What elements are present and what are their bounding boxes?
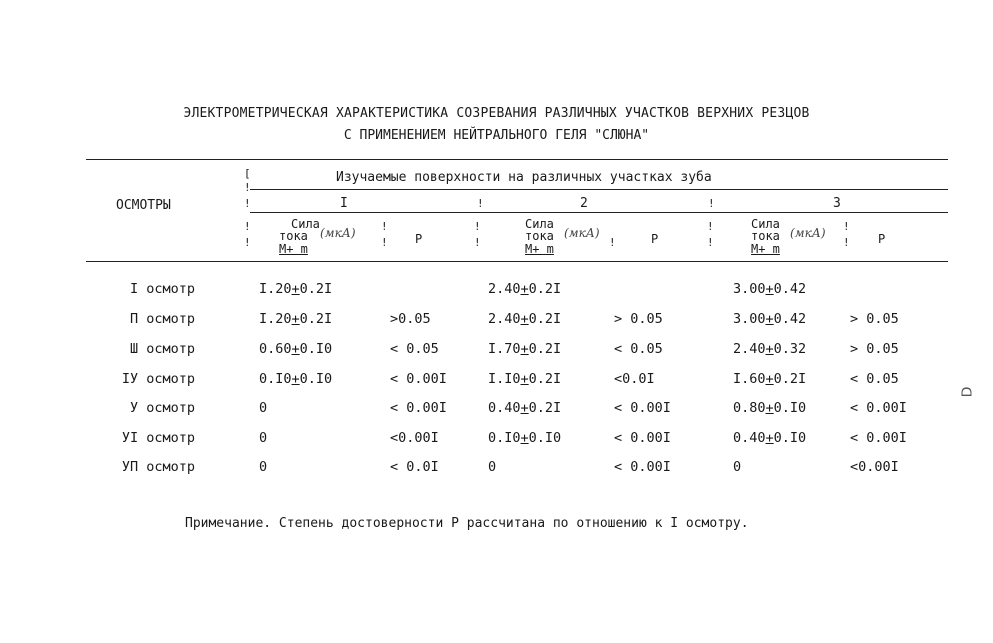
group-header-2: 2 <box>580 196 588 211</box>
subheader-p-3: Р <box>878 232 886 246</box>
p-value-cell: <0.0I <box>614 371 655 387</box>
p-value-cell: < 0.05 <box>614 341 663 357</box>
p-value-cell: <0.00I <box>850 459 899 475</box>
p-value-cell: < 0.00I <box>390 371 447 387</box>
separator-mark: ! <box>843 236 850 249</box>
current-value-cell: I.70+0.2I <box>488 341 562 357</box>
p-value-cell: < 0.00I <box>614 430 671 446</box>
title-line-2: С ПРИМЕНЕНИЕМ НЕЙТРАЛЬНОГО ГЕЛЯ "СЛЮНА" <box>343 128 650 143</box>
p-value-cell: < 0.05 <box>390 341 439 357</box>
p-value-cell: < 0.00I <box>850 400 907 416</box>
table-top-rule <box>86 159 948 160</box>
separator-mark: ! <box>381 220 388 233</box>
current-value-cell: 0.I0+0.I0 <box>259 371 333 387</box>
current-value-cell: 0.40+0.I0 <box>733 430 807 446</box>
group-header-1: I <box>340 196 348 211</box>
p-value-cell: < 0.00I <box>390 400 447 416</box>
current-value-cell: 0 <box>733 459 742 475</box>
separator-mark: ! <box>843 220 850 233</box>
title-line-1: ЭЛЕКТРОМЕТРИЧЕСКАЯ ХАРАКТЕРИСТИКА СОЗРЕВАНИЯ РАЗЛИЧНЫХ УЧАСТКОВ ВЕРХНИХ РЕЗЦОВ <box>183 106 810 121</box>
separator-mark: ! <box>474 236 481 249</box>
p-value-cell: > 0.05 <box>850 341 899 357</box>
separator-mark: ! <box>474 220 481 233</box>
current-value-cell: 3.00+0.42 <box>733 311 807 327</box>
separator-mark: ! <box>477 197 484 210</box>
row-label: IУ осмотр <box>121 371 195 387</box>
p-value-cell: < 0.00I <box>850 430 907 446</box>
row-label: П осмотр <box>129 311 195 327</box>
current-value-cell: 3.00+0.42 <box>733 281 807 297</box>
current-value-cell: I.20+0.2I <box>259 311 333 327</box>
current-value-cell: 0 <box>488 459 497 475</box>
current-value-cell: I.20+0.2I <box>259 281 333 297</box>
row-label: У осмотр <box>129 400 195 416</box>
p-value-cell: > 0.05 <box>614 311 663 327</box>
row-label: Ш осмотр <box>129 341 195 357</box>
row-label: УП осмотр <box>121 459 195 475</box>
current-value-cell: 2.40+0.2I <box>488 281 562 297</box>
current-value-cell: 0.I0+0.I0 <box>488 430 562 446</box>
row-label: УI осмотр <box>121 430 195 446</box>
current-value-cell: I.60+0.2I <box>733 371 807 387</box>
row-header: ОСМОТРЫ <box>116 198 171 213</box>
header-bottom-rule <box>86 261 948 262</box>
separator-mark: ! <box>244 181 251 194</box>
group-rule <box>250 189 948 190</box>
current-value-cell: 0 <box>259 400 268 416</box>
current-value-cell: I.I0+0.2I <box>488 371 562 387</box>
current-value-cell: 0.80+0.I0 <box>733 400 807 416</box>
separator-mark: ! <box>707 236 714 249</box>
current-value-cell: 0.40+0.2I <box>488 400 562 416</box>
subheader-p-2: Р <box>651 232 659 246</box>
current-value-cell: 0 <box>259 430 268 446</box>
p-value-cell: < 0.0I <box>390 459 439 475</box>
current-value-cell: 0 <box>259 459 268 475</box>
p-value-cell: >0.05 <box>390 311 431 327</box>
current-value-cell: 2.40+0.32 <box>733 341 807 357</box>
p-value-cell: < 0.05 <box>850 371 899 387</box>
surfaces-header: Изучаемые поверхности на различных участках зуба <box>336 170 712 185</box>
row-label: I осмотр <box>129 281 195 297</box>
current-value-cell: 0.60+0.I0 <box>259 341 333 357</box>
p-value-cell: <0.00I <box>390 430 439 446</box>
separator-mark: [ <box>244 167 251 180</box>
group-header-3: 3 <box>833 196 841 211</box>
separator-mark: ! <box>381 236 388 249</box>
separator-mark: ! <box>244 220 251 233</box>
p-value-cell: < 0.00I <box>614 400 671 416</box>
separator-mark: ! <box>244 197 251 210</box>
subheader-rule <box>250 212 948 213</box>
scan-artifact: ᗡ <box>957 386 974 398</box>
p-value-cell: > 0.05 <box>850 311 899 327</box>
p-value-cell: < 0.00I <box>614 459 671 475</box>
separator-mark: ! <box>609 236 616 249</box>
separator-mark: ! <box>244 236 251 249</box>
separator-mark: ! <box>707 220 714 233</box>
separator-mark: ! <box>708 197 715 210</box>
footnote: Примечание. Степень достоверности Р рассчитана по отношению к I осмотру. <box>185 516 749 531</box>
current-value-cell: 2.40+0.2I <box>488 311 562 327</box>
subheader-p-1: Р <box>415 232 423 246</box>
